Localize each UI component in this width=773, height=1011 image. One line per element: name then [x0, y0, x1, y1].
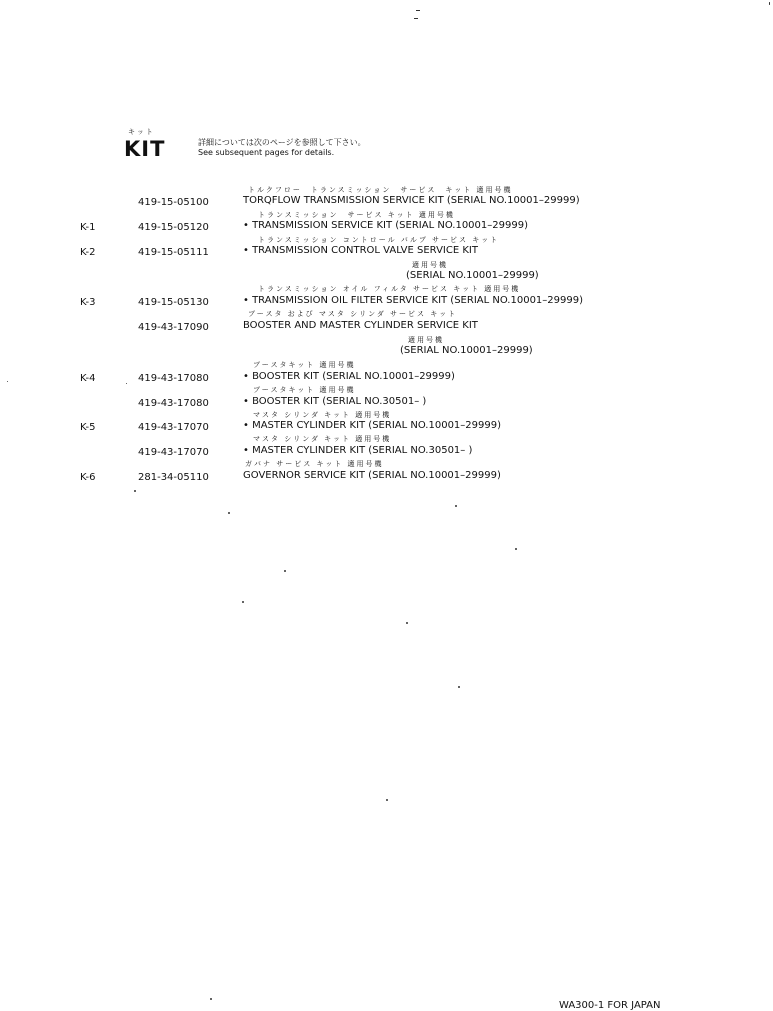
part-number: 281-34-05110: [138, 472, 209, 483]
ref-number: K-3: [80, 297, 96, 308]
row-jp-label: トランスミッション コントロール バルブ サービス キット: [258, 236, 500, 244]
ref-number: K-4: [80, 373, 96, 384]
note-english: See subsequent pages for details.: [198, 148, 335, 157]
scan-speck: [134, 490, 136, 492]
row-jp-label: ブースタキット 適用号機: [253, 386, 356, 394]
scan-speck: [769, 2, 770, 5]
row-jp-label: マスタ シリンダ キット 適用号機: [253, 411, 392, 419]
row-jp-label: ブースタ および マスタ シリンダ サービス キット: [248, 310, 458, 318]
part-description: • TRANSMISSION OIL FILTER SERVICE KIT (SERIAL NO.10001–29999): [243, 295, 584, 306]
title-japanese: キット: [128, 128, 155, 136]
scan-speck: [228, 512, 230, 514]
row-jp-label: トランスミッション サービス キット 適用号機: [258, 211, 455, 219]
footer-model-label: WA300-1 FOR JAPAN: [559, 1000, 661, 1011]
part-number: 419-43-17080: [138, 373, 209, 384]
part-description: GOVERNOR SERVICE KIT (SERIAL NO.10001–29999): [243, 470, 501, 481]
scan-speck: [7, 381, 8, 382]
scan-speck: [242, 601, 244, 603]
row-jp-label: ガバナ サービス キット 適用号機: [245, 460, 384, 468]
row-jp-label: トルクフロー トランスミッション サービス キット 適用号機: [248, 186, 513, 194]
part-description: TORQFLOW TRANSMISSION SERVICE KIT (SERIAL NO.10001–29999): [243, 195, 580, 206]
row-jp-label-2: 適用号機: [408, 336, 444, 344]
part-number: 419-43-17070: [138, 447, 209, 458]
ref-number: K-5: [80, 422, 96, 433]
part-number: 419-15-05111: [138, 247, 209, 258]
part-description: • BOOSTER KIT (SERIAL NO.30501– ): [243, 396, 427, 407]
part-number: 419-15-05120: [138, 222, 209, 233]
part-description: BOOSTER AND MASTER CYLINDER SERVICE KIT: [243, 320, 478, 331]
row-jp-label-2: 適用号機: [412, 261, 448, 269]
part-description-continued: (SERIAL NO.10001–29999): [400, 345, 533, 356]
part-description-continued: (SERIAL NO.10001–29999): [406, 270, 539, 281]
part-number: 419-43-17080: [138, 398, 209, 409]
scan-speck: [126, 383, 127, 384]
scan-speck: [210, 998, 212, 1000]
page-title: KIT: [124, 137, 166, 161]
scan-speck: [284, 570, 286, 572]
row-jp-label: ブースタキット 適用号機: [253, 361, 356, 369]
scan-speck: [416, 10, 420, 11]
part-description: • MASTER CYLINDER KIT (SERIAL NO.30501– ): [243, 445, 473, 456]
ref-number: K-2: [80, 247, 96, 258]
part-number: 419-15-05100: [138, 197, 209, 208]
part-number: 419-43-17090: [138, 322, 209, 333]
part-description: • TRANSMISSION CONTROL VALVE SERVICE KIT: [243, 245, 478, 256]
part-number: 419-15-05130: [138, 297, 209, 308]
scan-speck: [414, 18, 418, 19]
scan-speck: [458, 686, 460, 688]
row-jp-label: マスタ シリンダ キット 適用号機: [253, 435, 392, 443]
scan-speck: [515, 548, 517, 550]
row-jp-label: トランスミッション オイル フィルタ サービス キット 適用号機: [258, 285, 521, 293]
ref-number: K-6: [80, 472, 96, 483]
part-description: • TRANSMISSION SERVICE KIT (SERIAL NO.10001–29999): [243, 220, 528, 231]
part-description: • BOOSTER KIT (SERIAL NO.10001–29999): [243, 371, 455, 382]
ref-number: K-1: [80, 222, 96, 233]
note-japanese: 詳細については次のページを参照して下さい。: [198, 138, 366, 147]
scan-speck: [406, 622, 408, 624]
scan-speck: [455, 505, 457, 507]
part-description: • MASTER CYLINDER KIT (SERIAL NO.10001–29999): [243, 420, 502, 431]
part-number: 419-43-17070: [138, 422, 209, 433]
scan-speck: [386, 799, 388, 801]
